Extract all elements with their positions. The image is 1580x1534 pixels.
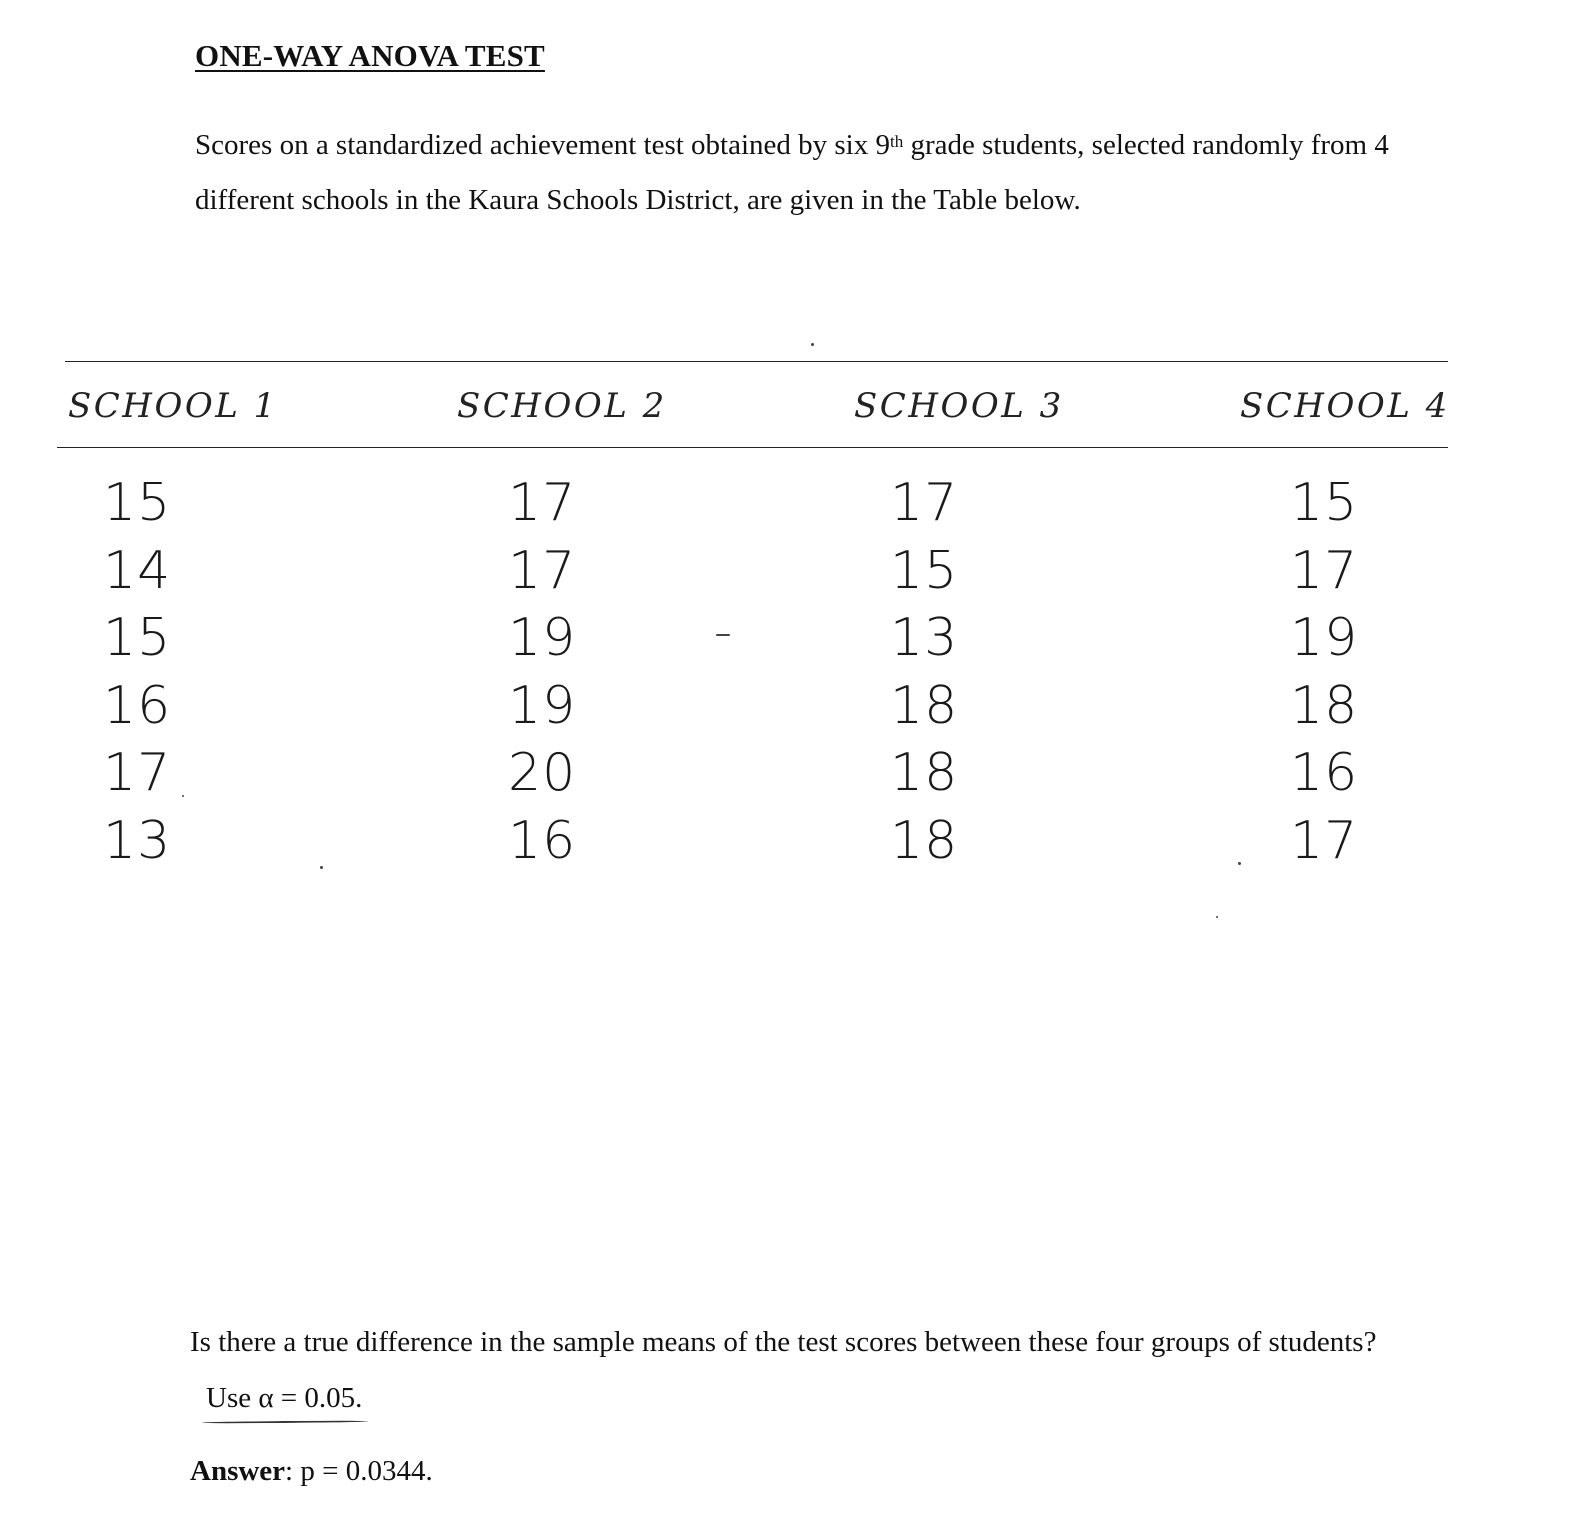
document-title: ONE-WAY ANOVA TEST [195,38,545,73]
scan-speck [182,795,184,797]
table-cell: 17 [508,473,577,533]
table-cell: 17 [103,743,172,803]
table-cell: 17 [508,540,577,601]
table-column-school-4 [1290,470,1410,875]
table-cell: 14 [103,540,172,601]
table-cell: 17 [1290,540,1359,601]
intro-text-end: grade students, selected randomly from 4 different schools in the Kaura Schools District, are given in the Table below. [195,129,1389,216]
table-cell: 19 [508,608,577,668]
table-cell: 13 [103,810,172,871]
question-paragraph [190,1314,1430,1426]
table-cell: 18 [1290,675,1359,736]
table-cell: 15 [103,608,172,668]
table-cell: 15 [1290,473,1359,533]
table-cell: 20 [508,743,577,803]
table-cell: 13 [890,608,959,668]
table-cell: 17 [1290,810,1359,871]
table-cell: 18 [890,743,959,803]
table-cell: 16 [1290,743,1359,803]
intro-superscript: th [889,132,904,151]
answer-value: : p = 0.0344. [285,1455,433,1487]
scan-speck [811,343,814,346]
scan-speck [320,866,323,869]
table-cell: 17 [890,473,959,533]
table-top-rule [65,361,1448,362]
table-cell: 19 [508,675,577,736]
table-cell: 19 [1290,608,1359,668]
alpha-instruction: Use α = 0.05. [206,1382,363,1414]
table-cell: 18 [890,810,959,871]
answer-line [190,1455,433,1488]
table-cell: 16 [508,810,577,871]
question-text: Is there a true difference in the sample means of the test scores between these four groups of students? [190,1326,1377,1358]
table-header-school-3: SCHOOL 3 [854,386,1064,426]
table-header-school-1: SCHOOL 1 [68,386,278,426]
table-cell: 15 [103,473,172,533]
table-header-rule [57,447,1448,448]
table-cell: 15 [890,540,959,601]
intro-paragraph [195,118,1425,228]
table-column-school-2 [508,470,628,875]
table-column-school-3 [890,470,1010,875]
table-column-school-1 [103,470,223,875]
table-header-school-2: SCHOOL 2 [457,386,667,426]
scan-speck [716,634,730,636]
table-cell: 18 [890,675,959,736]
scan-speck [1216,916,1218,918]
answer-label: Answer [190,1455,286,1487]
scan-speck [1238,862,1241,865]
intro-text-start: Scores on a standardized achievement test obtained by six 9 [195,129,890,161]
table-header-school-4: SCHOOL 4 [1240,386,1450,426]
table-cell: 16 [103,675,172,736]
